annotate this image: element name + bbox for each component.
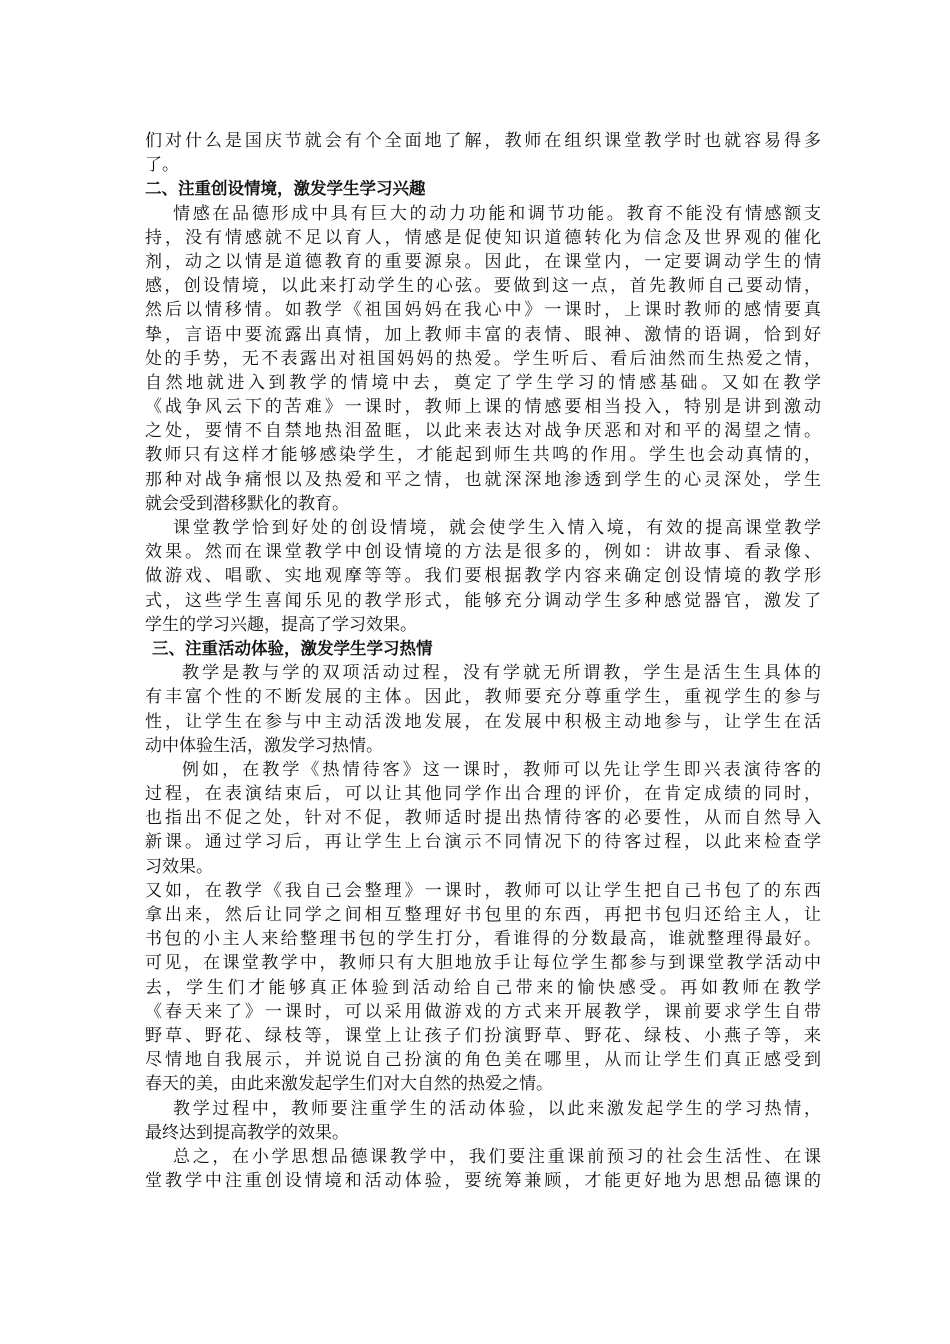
text-line: 做游戏、唱歌、实地观摩等等。我们要根据教学内容来确定创设情境的教学形 <box>145 566 821 587</box>
text-line: 尽情地自我展示，并说说自己扮演的角色美在哪里，从而让学生们真正感受到 <box>145 1050 821 1071</box>
text-line: 又如，在教学《我自己会整理》一课时，教师可以让学生把自己书包了的东西 <box>145 880 821 901</box>
text-line: 挚，言语中要流露出真情，加上教师丰富的表情、眼神、激情的语调，恰到好 <box>145 324 821 345</box>
text-line: 最终达到提高教学的效果。 <box>145 1122 349 1143</box>
text-line: 情感在品德形成中具有巨大的动力功能和调节功能。教育不能没有情感额支 <box>173 203 821 224</box>
text-line: 《春天来了》一课时，可以采用做游戏的方式来开展教学，课前要求学生自带 <box>145 1001 821 1022</box>
text-line: 拿出来，然后让同学之间相互整理好书包里的东西，再把书包归还给主人，让 <box>145 905 821 925</box>
text-line: 处的手势，无不表露出对祖国妈妈的热爱。学生听后、看后油然而生热爱之情， <box>145 348 821 369</box>
text-line: 持，没有情感就不足以育人，情感是促使知识道德转化为信念及世界观的催化 <box>145 227 821 248</box>
text-line: 感，创设情境，以此来打动学生的心弦。要做到这一点，首先教师自己要动情， <box>145 276 821 297</box>
text-line: 们对什么是国庆节就会有个全面地了解，教师在组织课堂教学时也就容易得多 <box>145 131 821 151</box>
text-line: 动中体验生活，激发学习热情。 <box>145 735 383 756</box>
text-line: 堂教学中注重创设情境和活动体验，要统筹兼顾，才能更好地为思想品德课的 <box>145 1171 821 1192</box>
text-line: 习效果。 <box>145 856 213 877</box>
text-line: 式，这些学生喜闻乐见的教学形式，能够充分调动学生多种感觉器官，激发了 <box>145 590 821 611</box>
text-line: 剂，动之以情是道德教育的重要源泉。因此，在课堂内，一定要调动学生的情 <box>145 251 821 272</box>
section-heading: 二、注重创设情境，激发学生学习兴趣 <box>145 179 426 199</box>
text-line: 春天的美，由此来激发起学生们对大自然的热爱之情。 <box>145 1074 553 1095</box>
text-line: 也指出不促之处，针对不促，教师适时提出热情待客的必要性，从而自然导入 <box>145 808 821 829</box>
text-line: 过程，在表演结束后，可以让其他同学作出合理的评价，在肯定成绩的同时， <box>145 784 821 805</box>
text-line: 性，让学生在参与中主动活泼地发展，在发展中积极主动地参与，让学生在活 <box>145 711 821 732</box>
text-line: 效果。然而在课堂教学中创设情境的方法是很多的，例如：讲故事、看录像、 <box>145 542 821 563</box>
document-body <box>145 129 821 1193</box>
text-line: 有丰富个性的不断发展的主体。因此，教师要充分尊重学生，重视学生的参与 <box>145 687 821 708</box>
text-line: 课堂教学恰到好处的创设情境，就会使学生入情入境，有效的提高课堂教学 <box>173 518 821 538</box>
section-heading: 三、注重活动体验，激发学生学习热情 <box>152 638 433 658</box>
text-line: 学生的学习兴趣，提高了学习效果。 <box>145 614 417 635</box>
text-line: 总之，在小学思想品德课教学中，我们要注重课前预习的社会生活性、在课 <box>173 1146 821 1167</box>
text-line: 了。 <box>145 155 179 176</box>
text-line: 教学是教与学的双项活动过程，没有学就无所谓教，学生是活生生具体的 <box>182 663 821 684</box>
text-line: 那种对战争痛恨以及热爱和平之情，也就深深地渗透到学生的心灵深处，学生 <box>145 469 821 490</box>
text-line: 教学过程中，教师要注重学生的活动体验，以此来激发起学生的学习热情， <box>173 1098 821 1119</box>
text-line: 书包的小主人来给整理书包的学生打分，看谁得的分数最高，谁就整理得最好。 <box>145 929 821 950</box>
text-line: 去，学生们才能够真正体验到活动给自己带来的愉快感受。再如教师在教学 <box>145 977 821 998</box>
text-line: 野草、野花、绿枝等，课堂上让孩子们扮演野草、野花、绿枝、小燕子等，来 <box>145 1025 821 1046</box>
text-line: 可见，在课堂教学中，教师只有大胆地放手让每位学生都参与到课堂教学活动中 <box>145 953 821 974</box>
text-line: 就会受到潜移默化的教育。 <box>145 493 349 514</box>
text-line: 自然地就进入到教学的情境中去，奠定了学生学习的情感基础。又如在教学 <box>145 372 821 393</box>
text-line: 《战争风云下的苦难》一课时，教师上课的情感要相当投入，特别是讲到激动 <box>145 397 821 418</box>
text-line: 教师只有这样才能够感染学生，才能起到师生共鸣的作用。学生也会动真情的， <box>145 445 821 466</box>
text-line: 然后以情移情。如教学《祖国妈妈在我心中》一课时，上课时教师的感情要真 <box>145 300 821 321</box>
text-line: 之处，要情不自禁地热泪盈眶，以此来表达对战争厌恶和对和平的渴望之情。 <box>145 421 821 442</box>
text-line: 例如，在教学《热情待客》这一课时，教师可以先让学生即兴表演待客的 <box>182 759 821 780</box>
text-line: 新课。通过学习后，再让学生上台演示不同情况下的待客过程，以此来检查学 <box>145 832 821 853</box>
